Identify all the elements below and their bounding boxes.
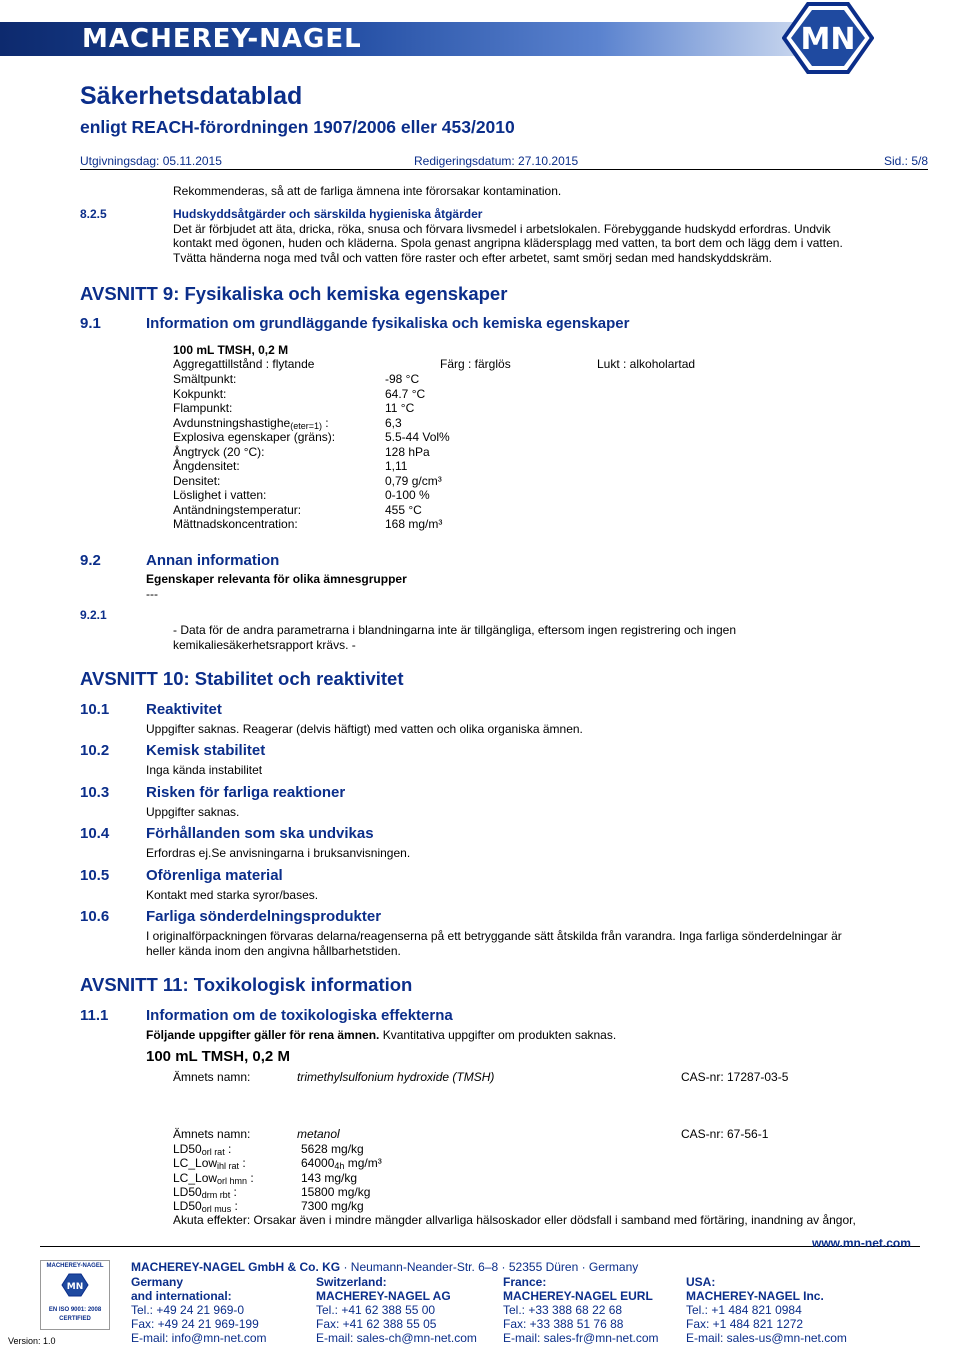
cert-mn-icon — [61, 1273, 89, 1297]
s10-6-text-b: heller kända inom den angivna hållbarhetstiden. — [146, 944, 401, 958]
substance-2-cas: CAS-nr: 67-56-1 — [681, 1127, 769, 1141]
s10-6-text-a: I originalförpackningen förvaras delarna/reagenserna på ett betryggande sätt åtskilda från varandra. Inga farliga sönderdelningar är — [146, 929, 842, 943]
s10-5-title: Oförenliga material — [146, 867, 283, 884]
s10-2-text: Inga kända instabilitet — [146, 763, 263, 777]
footer-col-usa: USA: MACHEREY-NAGEL Inc. Tel.: +1 484 821 0984 Fax: +1 484 821 1272 E-mail: sales-us@mn-net.com — [686, 1275, 847, 1345]
substance-1-cas: CAS-nr: 17287-03-5 — [681, 1070, 789, 1084]
property-row: Smältpunkt: -98 °C — [173, 372, 420, 386]
section-10-title: AVSNITT 10: Stabilitet och reaktivitet — [80, 668, 404, 689]
s9-color: Färg : färglös — [440, 357, 511, 371]
s9-groups-title: Egenskaper relevanta för olika ämnesgrupper — [146, 572, 407, 586]
version-label: Version: 1.0 — [8, 1336, 56, 1346]
brand-name: MACHEREY-NAGEL — [82, 24, 362, 54]
s10-4-title: Förhållanden som ska undvikas — [146, 825, 374, 842]
s10-5-number: 10.5 — [80, 867, 110, 884]
s9-state: Aggregattillstånd : flytande — [173, 357, 315, 371]
s10-6-number: 10.6 — [80, 908, 110, 925]
s9-product: 100 mL TMSH, 0,2 M — [173, 343, 289, 357]
substance-2-name: metanol — [297, 1127, 340, 1141]
s9-properties — [173, 372, 593, 532]
s10-1-title: Reaktivitet — [146, 701, 222, 718]
property-row: Avdunstningshastighe$_{(eter=1)}$ : 6,3 — [173, 415, 402, 431]
s10-1-number: 10.1 — [80, 701, 110, 718]
tox-row: LC_Low$_{orl hmn}$ : 143 mg/kg — [173, 1170, 358, 1186]
s10-5-text: Kontakt med starka syror/bases. — [146, 888, 319, 902]
s9-2-1-text-b: kemikaliesäkerhetsrapport krävs. - — [173, 638, 356, 652]
s9-1-number: 9.1 — [80, 315, 101, 332]
s8-p2: kontakt med ögonen, huden och kläderna. Spola genast angripna klädersplagg med vatten, ta bort dem och lägg dem i vatten. — [173, 236, 843, 250]
s9-dashes: --- — [146, 587, 158, 601]
s9-2-number: 9.2 — [80, 552, 101, 569]
s8-p3: Tvätta händerna noga med tvål och vatten före raster och efter arbetet, samt smörj sedan med handskyddskräm. — [173, 251, 772, 265]
s9-2-1-text-a: - Data för de andra parametrarna i blandningarna inte är tillgängliga, eftersom ingen registrering och ingen — [173, 623, 736, 637]
tox-row: $LD50_{orl mus}$ : 7300 mg/kg — [173, 1199, 364, 1215]
revision-date: Redigeringsdatum: 27.10.2015 — [414, 154, 579, 168]
page-number: Sid.: 5/8 — [883, 154, 928, 168]
acute-effects: Akuta effekter: Orsakar även i mindre mängder allvarliga hälsoskador eller dödsfall i samband med förtäring, inandning av ångor, — [173, 1213, 856, 1227]
footer-col-switzerland: Switzerland: MACHEREY-NAGEL AG Tel.: +41 62 388 55 00 Fax: +41 62 388 55 05 E-mail: sales-ch@mn-net.com — [316, 1275, 477, 1345]
s9-odor: Lukt : alkoholartad — [597, 357, 696, 371]
meta-line — [80, 154, 928, 170]
property-row: Antändningstemperatur: 455 °C — [173, 502, 422, 517]
issue-date: Utgivningsdag: 05.11.2015 — [80, 154, 222, 168]
property-row: Kokpunkt: 64.7 °C — [173, 386, 426, 401]
s8-825-title: Hudskyddsåtgärder och särskilda hygieniska åtgärder — [173, 207, 483, 221]
s8-line-top: Rekommenderas, så att de farliga ämnena inte förorsakar kontamination. — [173, 184, 562, 198]
document-title: Säkerhetsdatablad — [80, 82, 303, 110]
tox-row: $LD50_{orl rat}$ : 5628 mg/kg — [173, 1142, 364, 1157]
s10-4-number: 10.4 — [80, 825, 110, 842]
s10-6-title: Farliga sönderdelningsprodukter — [146, 908, 382, 925]
s10-3-title: Risken för farliga reaktioner — [146, 784, 346, 801]
s10-2-title: Kemisk stabilitet — [146, 742, 266, 759]
property-row: Löslighet i vatten: 0-100 % — [173, 488, 430, 502]
s10-2-number: 10.2 — [80, 742, 110, 759]
s8-p1: Det är förbjudet att äta, dricka, röka, snusa och förvara livsmedel i arbetslokalen. Förebyggande hudskydd erfordras. Undvik — [173, 222, 831, 236]
property-row: Densitet: 0,79 g/cm³ — [173, 473, 442, 488]
property-row: Mättnadskoncentration: 168 mg/m³ — [173, 517, 443, 531]
property-row: Flampunkt: 11 °C — [173, 401, 415, 415]
logo-letters: MN — [800, 22, 856, 57]
footer-col-germany: Germany and international: Tel.: +49 24 21 969-0 Fax: +49 24 21 969-199 E-mail: info@mn-net.com — [131, 1275, 267, 1345]
footer-company: MACHEREY-NAGEL GmbH & Co. KG · Neumann-Neander-Str. 6–8 · 52355 Düren · Germany — [131, 1260, 639, 1274]
document-subtitle: enligt REACH-förordningen 1907/2006 eller 453/2010 — [80, 117, 515, 137]
s11-product: 100 mL TMSH, 0,2 M — [146, 1048, 290, 1065]
section-11-title: AVSNITT 11: Toxikologisk information — [80, 974, 413, 995]
tox-row: $LD50_{drm rbt}$ : 15800 mg/kg — [173, 1184, 371, 1200]
substance-2-label: Ämnets namn: — [173, 1127, 251, 1141]
substance-1-label: Ämnets namn: — [173, 1070, 251, 1084]
s11-1-title: Information om de toxikologiska effekterna — [146, 1007, 453, 1024]
svg-text:MN: MN — [66, 1282, 84, 1292]
property-row: Explosiva egenskaper (gräns): 5.5-44 Vol% — [173, 430, 450, 444]
tox-row: LC_Low$_{ihl rat}$ : $64000_{4h}$ mg/m³ — [173, 1156, 382, 1172]
section-9-title: AVSNITT 9: Fysikaliska och kemiska egenskaper — [80, 283, 508, 304]
footer-website[interactable]: www.mn-net.com — [812, 1236, 911, 1250]
s11-intro: Följande uppgifter gäller för rena ämnen. Kvantitativa uppgifter om produkten saknas. — [146, 1028, 617, 1042]
s10-3-number: 10.3 — [80, 784, 110, 801]
s8-825-number: 8.2.5 — [80, 207, 107, 221]
s10-1-text: Uppgifter saknas. Reagerar (delvis häftigt) med vatten och olika organiska ämnen. — [146, 722, 583, 736]
header-banner — [0, 0, 960, 72]
footer-col-france: France: MACHEREY-NAGEL EURL Tel.: +33 388 68 22 68 Fax: +33 388 51 76 88 E-mail: sales-fr@mn-net.com — [503, 1275, 659, 1345]
property-row: Ångtryck (20 °C): 128 hPa — [173, 444, 430, 459]
mn-logo-icon — [782, 2, 874, 74]
iso-certificate-badge: MACHEREY-NAGEL MN EN ISO 9001: 2008 CERTIFIED — [40, 1260, 110, 1330]
property-row: Ångdensitet: 1,11 — [173, 459, 408, 473]
s9-1-title: Information om grundläggande fysikaliska och kemiska egenskaper — [146, 315, 630, 332]
s10-3-text: Uppgifter saknas. — [146, 805, 240, 819]
substance-1-name: trimethylsulfonium hydroxide (TMSH) — [297, 1070, 495, 1084]
s10-4-text: Erfordras ej.Se anvisningarna i bruksanvisningen. — [146, 846, 411, 860]
s9-2-1-number: 9.2.1 — [80, 608, 107, 622]
tox-values — [173, 1142, 573, 1213]
s11-1-number: 11.1 — [80, 1007, 109, 1024]
footer-divider — [40, 1246, 920, 1247]
s9-2-title: Annan information — [146, 552, 280, 569]
